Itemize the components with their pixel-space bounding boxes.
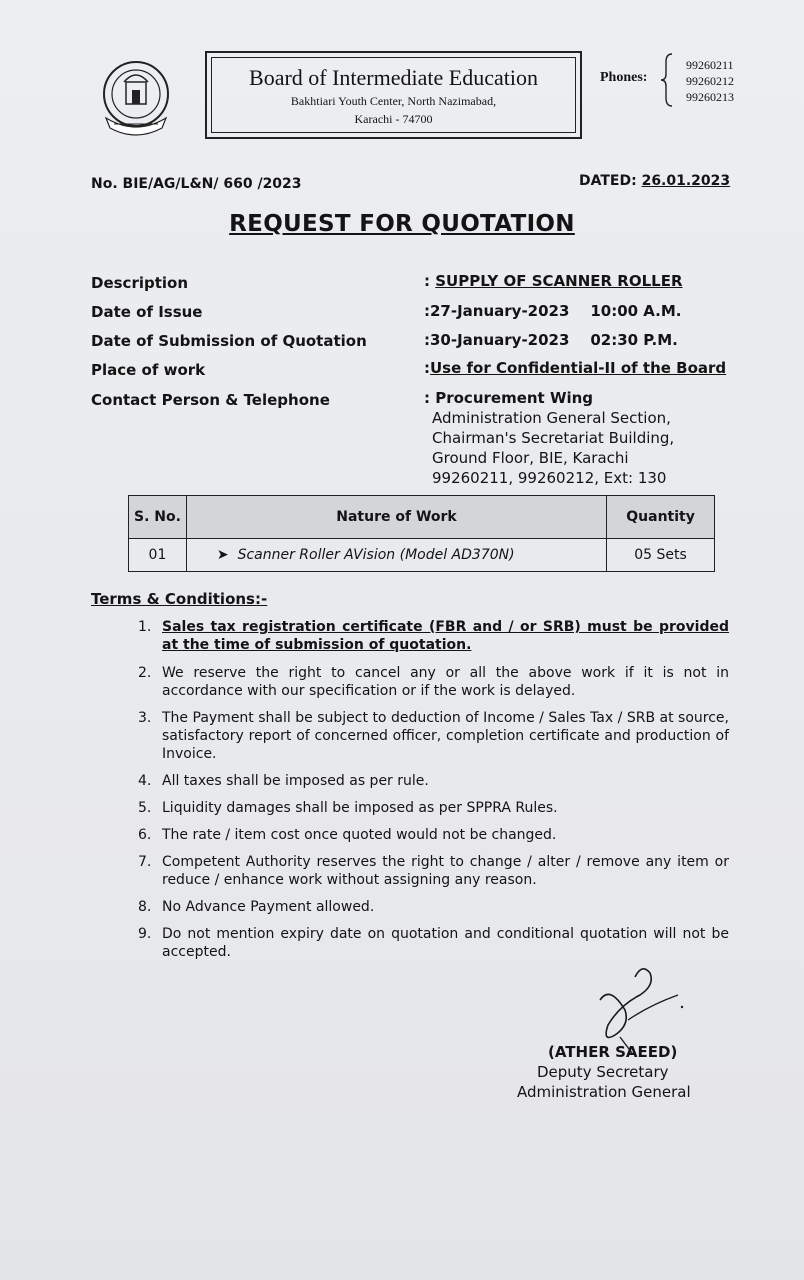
contact-person-value: : Procurement Wing xyxy=(424,389,594,407)
term-item: 3. The Payment shall be subject to deduction of Income / Sales Tax / SRB at source, satisfactory report of concerned officer, completion certificate and production of Invoice. xyxy=(138,710,729,762)
arrow-bullet-icon: ➤ xyxy=(216,547,238,563)
dated-value: 26.01.2023 xyxy=(641,173,731,189)
contact-line: Administration General Section, xyxy=(432,409,671,427)
table-header-row xyxy=(129,496,715,539)
work-item-text: Scanner Roller AVision (Model AD370N) xyxy=(237,547,515,563)
term-item: 8. No Advance Payment allowed. xyxy=(138,899,375,915)
phone-number: 99260212 xyxy=(686,74,734,88)
header-sno: S. No. xyxy=(129,496,187,539)
dated-line xyxy=(579,173,730,189)
date-of-issue-label: Date of Issue xyxy=(91,303,203,321)
place-of-work-label: Place of work xyxy=(91,361,206,379)
submission-date-label: Date of Submission of Quotation xyxy=(91,332,367,350)
terms-title: Terms & Conditions:- xyxy=(91,590,268,608)
term-item: 7. Competent Authority reserves the right to change / alter / remove any item or reduce / enhance work without assigning any reason. xyxy=(138,854,729,888)
header-nature-of-work: Nature of Work xyxy=(186,496,606,539)
contact-line: Chairman's Secretariat Building, xyxy=(432,429,675,447)
signatory-name: (ATHER SAEED) xyxy=(548,1043,678,1061)
phones-label: Phones: xyxy=(600,70,648,85)
phone-number: 99260211 xyxy=(686,58,734,72)
term-item: 2. We reserve the right to cancel any or all the above work if it is not in accordance with our specification or if the work is delayed. xyxy=(138,665,729,699)
phones-list xyxy=(686,57,734,105)
terms-list xyxy=(138,618,729,961)
board-logo-icon xyxy=(96,58,176,138)
contact-line: 99260211, 99260212, Ext: 130 xyxy=(432,469,667,487)
signatory-designation: Deputy Secretary xyxy=(537,1063,669,1081)
handwritten-signature xyxy=(580,965,690,1055)
header-quantity: Quantity xyxy=(607,496,715,539)
date-of-issue-value: :27-January-2023 10:00 A.M. xyxy=(424,302,682,320)
cell-work xyxy=(186,539,606,572)
table-row xyxy=(129,539,715,572)
contact-person-label: Contact Person & Telephone xyxy=(91,391,330,409)
brace-icon xyxy=(660,52,674,108)
contact-address xyxy=(432,408,674,488)
letterhead-box xyxy=(205,51,582,139)
term-item: 4. All taxes shall be imposed as per rule. xyxy=(138,773,429,789)
address-line-2: Karachi - 74700 xyxy=(354,112,433,126)
description-value: : SUPPLY OF SCANNER ROLLER xyxy=(424,272,683,290)
term-item: 1. Sales tax registration certificate (FBR and / or SRB) must be provided at the time of submission of quotation. xyxy=(138,619,729,653)
document-title: REQUEST FOR QUOTATION xyxy=(229,211,575,237)
phone-number: 99260213 xyxy=(686,90,734,104)
contact-line: Ground Floor, BIE, Karachi xyxy=(432,449,629,467)
cell-quantity: 05 Sets xyxy=(607,539,715,572)
submission-date-value: :30-January-2023 02:30 P.M. xyxy=(424,331,678,349)
place-of-work-value: :Use for Confidential-II of the Board xyxy=(424,359,727,377)
term-item: 6. The rate / item cost once quoted would not be changed. xyxy=(138,827,557,843)
description-label: Description xyxy=(91,274,189,292)
dated-label: DATED: xyxy=(579,173,637,189)
signatory-department: Administration General xyxy=(517,1083,691,1101)
cell-sno: 01 xyxy=(129,539,187,572)
reference-number: No. BIE/AG/L&N/ 660 /2023 xyxy=(91,176,302,192)
work-table xyxy=(128,495,715,572)
org-name: Board of Intermediate Education xyxy=(249,65,538,90)
address-line-1: Bakhtiari Youth Center, North Nazimabad, xyxy=(290,94,497,108)
term-item: 9. Do not mention expiry date on quotation and conditional quotation will not be accepted. xyxy=(138,926,729,960)
term-item: 5. Liquidity damages shall be imposed as per SPPRA Rules. xyxy=(138,800,558,816)
